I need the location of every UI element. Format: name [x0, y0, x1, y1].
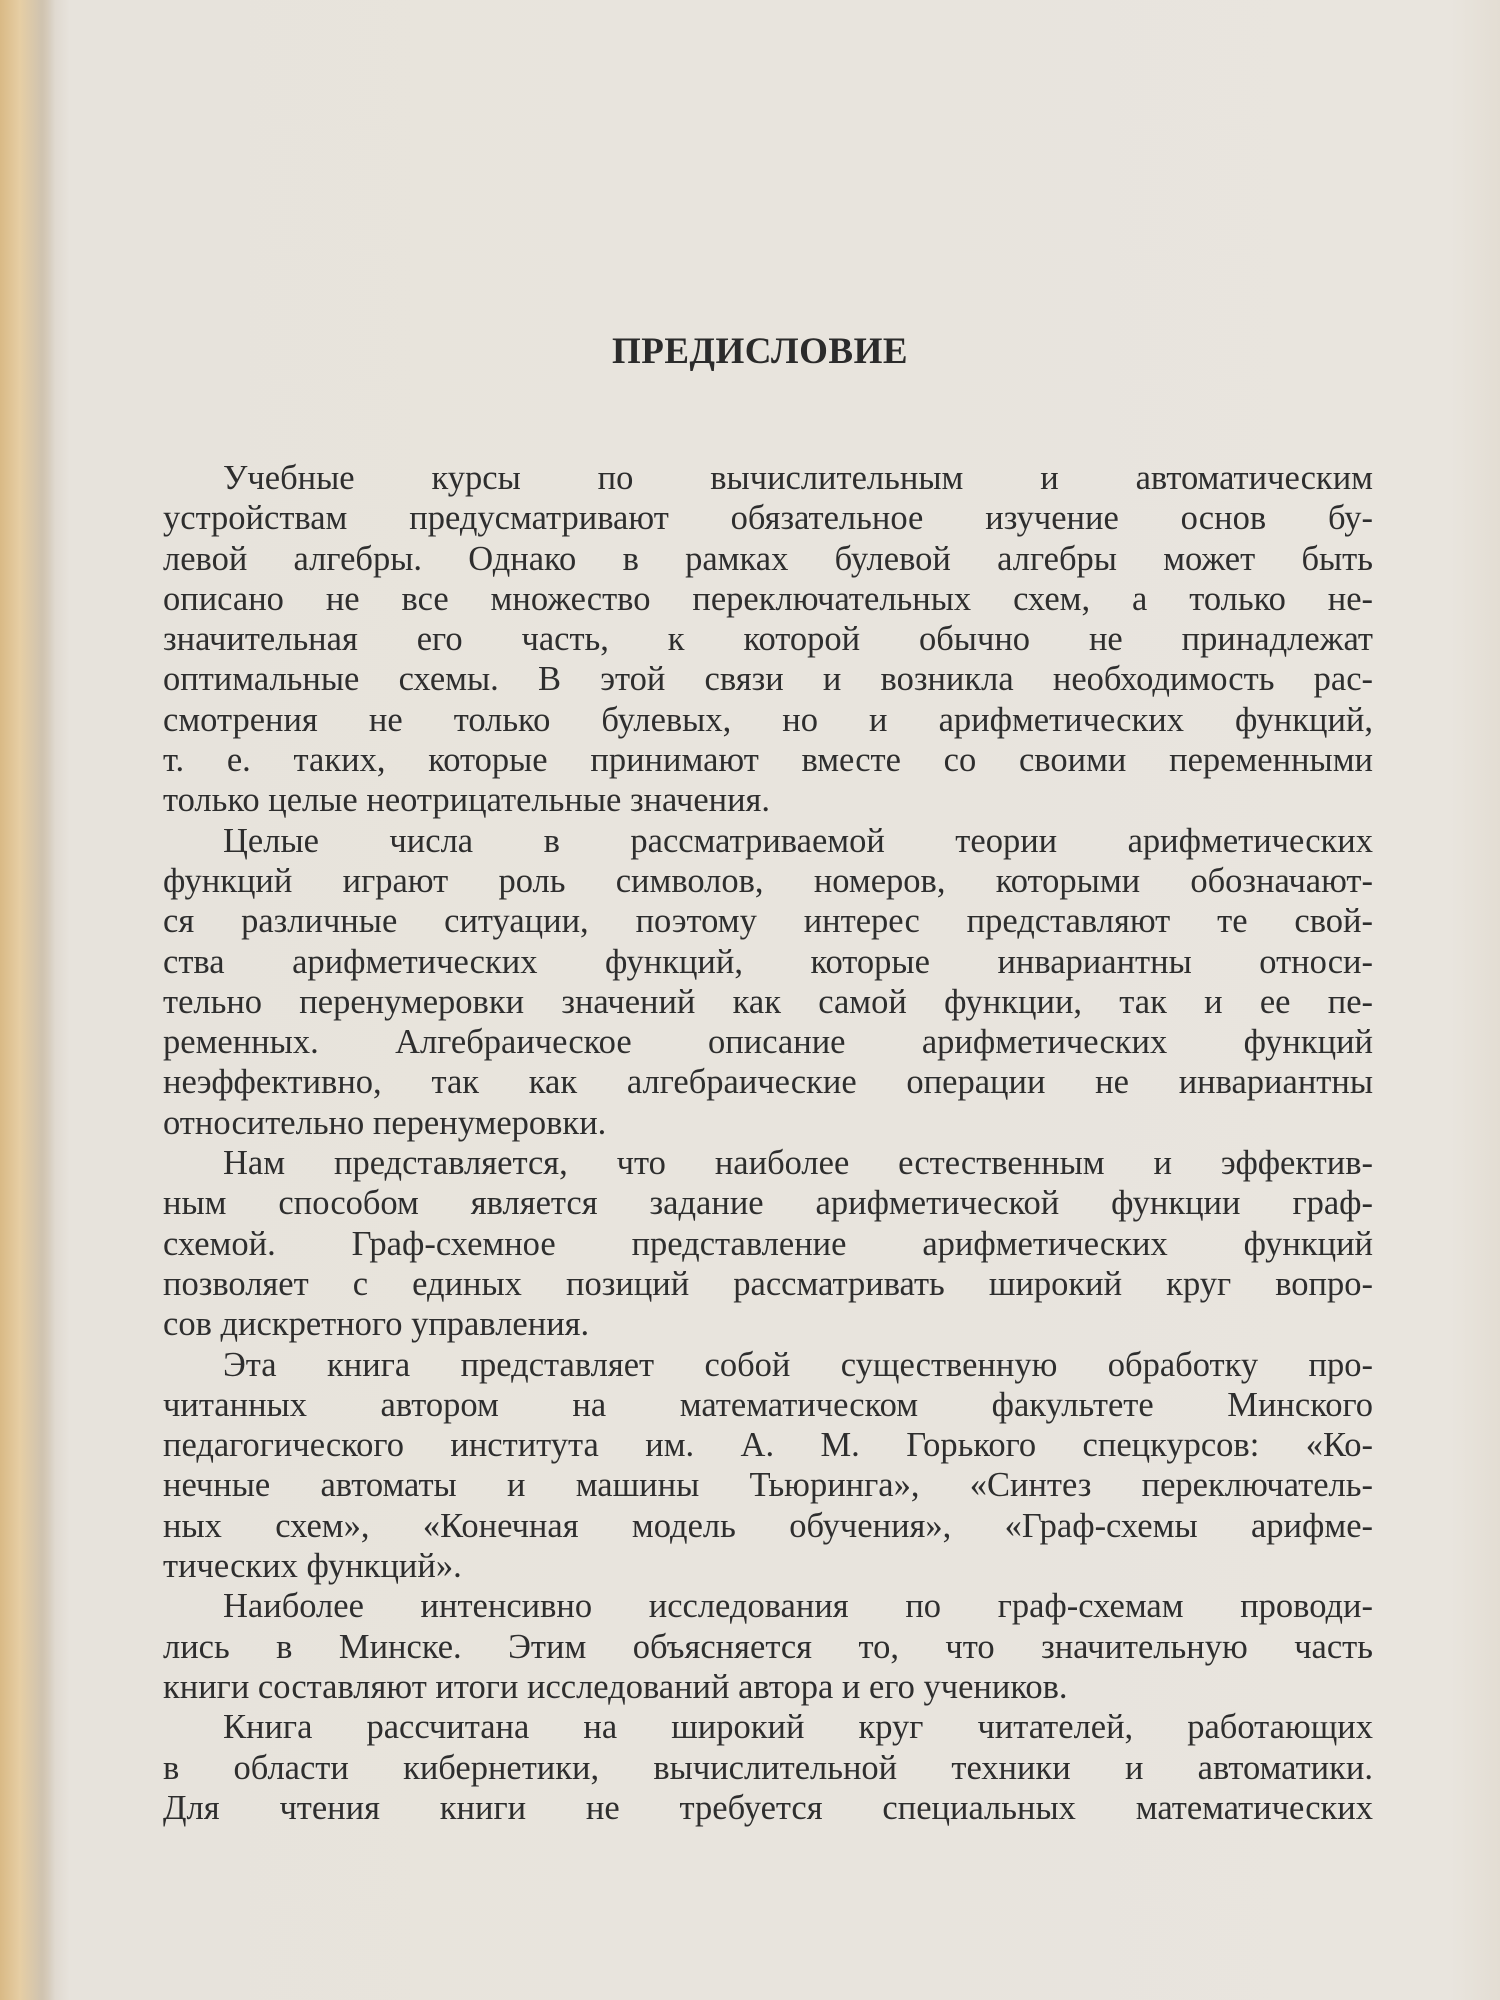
page-title: ПРЕДИСЛОВИЕ — [611, 331, 909, 372]
text-line: устройствам предусматривают обязательное изучение основ бу- — [163, 499, 1373, 538]
text-line: педагогического института им. А. М. Горького спецкурсов: «Ко- — [163, 1426, 1373, 1465]
text-line: Наиболее интенсивно исследования по граф-схемам проводи- — [223, 1587, 1373, 1626]
text-line: книги составляют итоги исследований автора и его учеников. — [163, 1667, 1068, 1706]
text-line: функций играют роль символов, номеров, которыми обозначают- — [163, 861, 1373, 900]
text-line: схемой. Граф-схемное представление арифметических функций — [163, 1224, 1373, 1263]
text-line: нечные автоматы и машины Тьюринга», «Синтез переключатель- — [163, 1466, 1373, 1505]
text-line: позволяет с единых позиций рассматривать широкий круг вопро- — [163, 1264, 1373, 1303]
text-line: ным способом является задание арифметической функции граф- — [163, 1184, 1373, 1223]
text-line: т. е. таких, которые принимают вместе со своими переменными — [163, 741, 1373, 780]
text-line: оптимальные схемы. В этой связи и возникла необходимость рас- — [163, 660, 1373, 699]
text-line: левой алгебры. Однако в рамках булевой алгебры может быть — [163, 539, 1373, 578]
text-line: Для чтения книги не требуется специальных математических — [163, 1788, 1373, 1827]
text-line: Целые числа в рассматриваемой теории арифметических — [223, 821, 1373, 860]
text-line: Книга рассчитана на широкий круг читателей, работающих — [223, 1708, 1373, 1747]
text-line: читанных автором на математическом факультете Минского — [163, 1385, 1373, 1424]
text-line: относительно перенумеровки. — [163, 1103, 607, 1142]
text-line: тельно перенумеровки значений как самой функции, так и ее пе- — [163, 982, 1373, 1021]
text-line: Учебные курсы по вычислительным и автоматическим — [223, 459, 1373, 497]
text-line: ства арифметических функций, которые инвариантны относи- — [163, 942, 1373, 981]
text-line: в области кибернетики, вычислительной техники и автоматики. — [163, 1748, 1373, 1787]
text-line: сов дискретного управления. — [163, 1305, 590, 1344]
paragraph-5 — [163, 1586, 1373, 1707]
paragraph-6 — [163, 1707, 1373, 1828]
text-line: ся различные ситуации, поэтому интерес представляют те свой- — [163, 902, 1373, 941]
page-binding-edge — [0, 0, 55, 2000]
paragraph-1 — [163, 458, 1373, 821]
text-line: неэффективно, так как алгебраические операции не инвариантны — [163, 1063, 1373, 1102]
text-line: значительная его часть, к которой обычно не принадлежат — [163, 620, 1373, 659]
body-text — [163, 458, 1373, 1828]
paragraph-2 — [163, 821, 1373, 1143]
text-line: ременных. Алгебраическое описание арифметических функций — [163, 1023, 1373, 1062]
text-line: Эта книга представляет собой существенную обработку про- — [223, 1345, 1373, 1384]
text-line: ных схем», «Конечная модель обучения», «Граф-схемы арифме- — [163, 1506, 1373, 1545]
text-line: смотрения не только булевых, но и арифметических функций, — [163, 700, 1373, 739]
text-line: только целые неотрицательные значения. — [163, 781, 771, 820]
text-line: тических функций». — [163, 1547, 462, 1586]
text-line: Нам представляется, что наиболее естественным и эффектив- — [223, 1144, 1373, 1183]
text-line: лись в Минске. Этим объясняется то, что значительную часть — [163, 1627, 1373, 1666]
paragraph-4 — [163, 1345, 1373, 1587]
paragraph-3 — [163, 1143, 1373, 1344]
text-line: описано не все множество переключательных схем, а только не- — [163, 579, 1373, 618]
